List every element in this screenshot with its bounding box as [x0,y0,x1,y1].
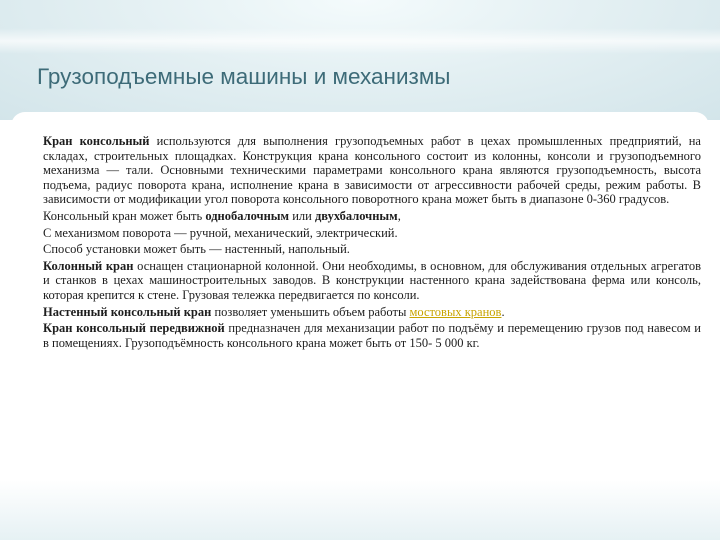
paragraph-text: оснащен стационарной колонной. Они необходимы, в основном, для обслуживания отдельных агрегатов и станков в цехах машиностроительных заводов. В конструкции настенного крана задействована ферма или консоль, которая крепится к стене. Грузовая тележка передвигается по консоли. [43,258,702,302]
slide-footer-background [0,480,720,540]
paragraph-beam-types [43,209,701,224]
term-double-beam: двухбалочным [314,208,398,223]
paragraph-mobile-crane [43,321,701,350]
slide-header-highlight [0,28,720,54]
paragraph-text: Способ установки может быть — настенный, напольный. [43,242,350,257]
paragraph-text: используются для выполнения грузоподъемных работ в цехах промышленных предприятий, на складах, строительных площадках. Конструкция крана консольного состоит из колонны, консоли и грузоподъемного механизма — тали. Основными техническими параметрами консольного крана являются грузоподъемность, высота подъема, радиус поворота крана, исполнение крана в зависимости от агрессивности рабочей среды, режим работы. В зависимости от модификации угол поворота консольного поворотного крана может быть в диапазоне 0-360 градусов. [43,134,701,207]
paragraph-text: , [397,208,401,223]
paragraph-text: С механизмом поворота — ручной, механический, электрический. [43,225,398,240]
paragraph-rotation [43,226,701,241]
paragraph-text: предназначен для механизации работ по подъёму и перемещению грузов под навесом и в помещениях. Грузоподъёмность консольного крана может быть от 150- 5 000 кг. [43,321,701,350]
paragraph-text: . [501,304,505,319]
paragraph-text: позволяет уменьшить объем работы [211,304,410,319]
paragraph-wall-crane [43,305,701,320]
paragraph-text: Консольный кран может быть [43,208,206,223]
slide-title: Грузоподъемные машины и механизмы [37,64,451,89]
term-mobile-crane: Кран консольный передвижной [43,321,225,336]
term-console-crane: Кран консольный [43,134,150,148]
slide-header-background [0,0,720,120]
term-wall-crane: Настенный консольный кран [43,304,212,319]
paragraph-column-crane [43,259,701,303]
paragraph-text: или [289,208,315,223]
paragraph-installation [43,242,701,257]
term-single-beam: однобалочным [205,208,290,223]
slide-body [43,134,701,352]
paragraph-console-crane [43,134,701,207]
bridge-cranes-link[interactable]: мостовых кранов [409,304,502,319]
term-column-crane: Колонный кран [43,258,134,273]
